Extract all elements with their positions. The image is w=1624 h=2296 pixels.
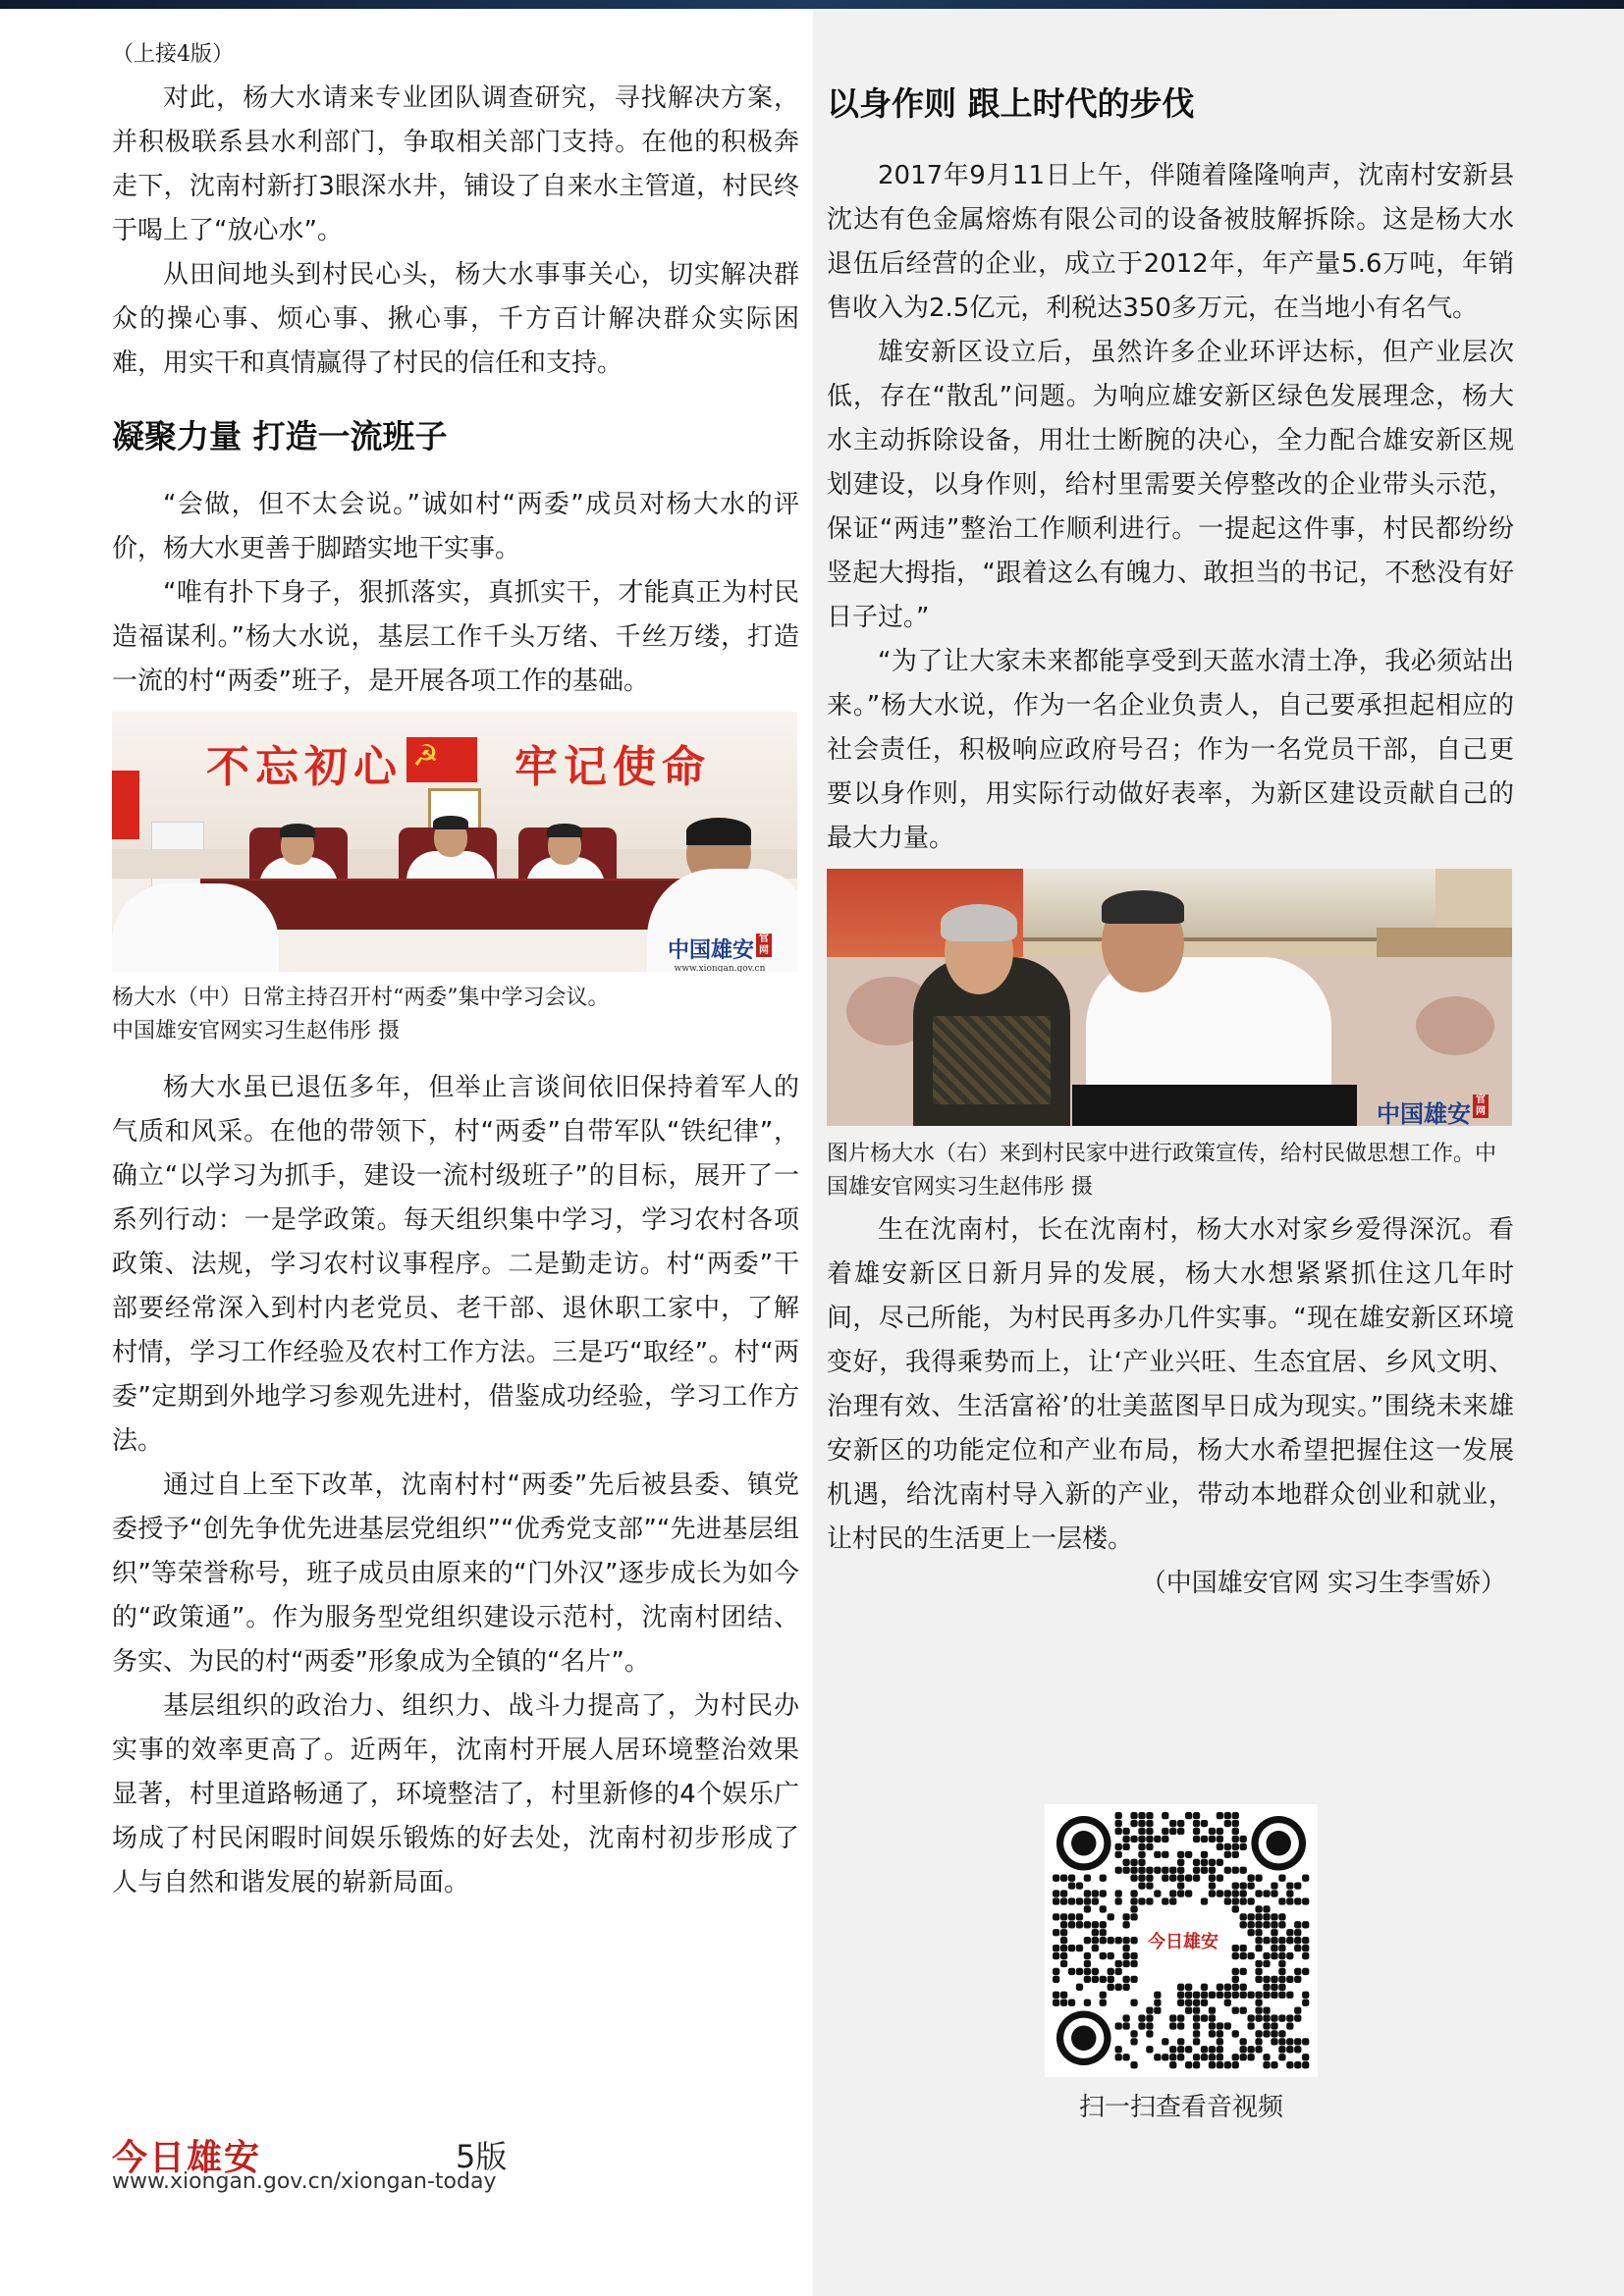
paragraph: “为了让大家未来都能享受到天蓝水清土净，我必须站出来。”杨大水说，作为一名企业负责人，自己要承担起相应的社会责任，积极响应政府号召；作为一名党员干部，自己更要以身作则，用实际行动做好表率，为新区建设贡献自己的最大力量。: [827, 647, 1514, 853]
qr-logo: 今日雄安: [1138, 1906, 1228, 1979]
paragraph: 从田间地头到村民心头，杨大水事事关心，切实解决群众的操心事、烦心事、揪心事，千方百计解决群众实际困难，用实干和真情赢得了村民的信任和支持。: [112, 260, 799, 378]
left-column: [112, 35, 799, 1905]
paragraph: “会做，但不太会说。”诚如村“两委”成员对杨大水的评价，杨大水更善于脚踏实地干实事。: [112, 490, 799, 563]
paragraph: 2017年9月11日上午，伴随着隆隆响声，沈南村安新县沈达有色金属熔炼有限公司的设备被肢解拆除。这是杨大水退伍后经营的企业，成立于2012年，年产量5.6万吨，年销售收入为2.5亿元，利税达350多万元，在当地小有名气。: [827, 161, 1514, 323]
photo-credit: 中国雄安官网实习生赵伟彤 摄: [112, 1019, 400, 1043]
paragraph: 基层组织的政治力、组织力、战斗力提高了，为村民办实事的效率更高了。近两年，沈南村开展人居环境整治效果显著，村里道路畅通了，环境整洁了，村里新修的4个娱乐广场成了村民闲暇时间娱乐锻炼的好去处，沈南村初步形成了人与自然和谐发展的崭新局面。: [112, 1691, 799, 1897]
page-number: 5版: [456, 2138, 508, 2175]
author-credit: （中国雄安官网 实习生李雪娇）: [1140, 1569, 1506, 1598]
continued-note: （上接4版）: [112, 42, 234, 67]
photo-home-visit: [827, 869, 1512, 1126]
paragraph: “唯有扑下身子，狠抓落实，真抓实干，才能真正为村民造福谋利。”杨大水说，基层工作千头万绪、千丝万缕，打造一流的村“两委”班子，是开展各项工作的基础。: [112, 578, 799, 696]
photo-caption: 图片杨大水（右）来到村民家中进行政策宣传，给村民做思想工作。中国雄安官网实习生赵伟彤 摄: [827, 1142, 1497, 1200]
section-heading: 凝聚力量 打造一流班子: [112, 417, 448, 455]
paragraph: 通过自上至下改革，沈南村村“两委”先后被县委、镇党委授予“创先争优先进基层党组织”“优秀党支部”“先进基层组织”等荣誉称号，班子成员由原来的“门外汉”逐步成长为如今的“政策通”。作为服务型党组织建设示范村，沈南村团结、务实、为民的村“两委”形象成为全镇的“名片”。: [112, 1470, 799, 1677]
photo-meeting: [112, 712, 797, 972]
paragraph: 杨大水虽已退伍多年，但举止言谈间依旧保持着军人的气质和风采。在他的带领下，村“两委”自带军队“铁纪律”，确立“以学习为抓手，建设一流村级班子”的目标，展开了一系列行动：一是学政策。每天组织集中学习，学习农村各项政策、法规，学习农村议事程序。二是勤走访。村“两委”干部要经常深入到村内老党员、老干部、退休职工家中，了解村情，学习工作经验及农村工作方法。三是巧“取经”。村“两委”定期到外地学习参观先进村，借鉴成功经验，学习工作方法。: [112, 1073, 799, 1456]
photo-watermark: 中国雄安 官网: [1377, 1095, 1489, 1126]
photo-slogan: 不忘初心 牢记使命: [206, 742, 711, 792]
qr-code[interactable]: [1045, 1804, 1318, 2077]
party-flag-icon: [406, 737, 477, 782]
footer-url[interactable]: www.xiongan.gov.cn/xiongan-today: [112, 2169, 497, 2194]
photo-caption: 杨大水（中）日常主持召开村“两委”集中学习会议。: [112, 986, 610, 1010]
top-accent-bar: [0, 0, 1624, 9]
qr-label: 扫一扫查看音视频: [1078, 2093, 1283, 2122]
right-column: [827, 79, 1514, 1606]
footer-logo: 今日雄安: [112, 2137, 262, 2178]
photo-watermark: 中国雄安 官网 www.xiongan.gov.cn: [668, 934, 772, 972]
paragraph: 对此，杨大水请来专业团队调查研究，寻找解决方案，并积极联系县水利部门，争取相关部门支持。在他的积极奔走下，沈南村新打3眼深水井，铺设了自来水主管道，村民终于喝上了“放心水”。: [112, 83, 799, 245]
paragraph: 雄安新区设立后，虽然许多企业环评达标，但产业层次低，存在“散乱”问题。为响应雄安新区绿色发展理念，杨大水主动拆除设备，用壮士断腕的决心，全力配合雄安新区规划建设，以身作则，给村里需要关停整改的企业带头示范，保证“两违”整治工作顺利进行。一提起这件事，村民都纷纷竖起大拇指，“跟着这么有魄力、敢担当的书记，不愁没有好日子过。”: [827, 338, 1514, 632]
paragraph: 生在沈南村，长在沈南村，杨大水对家乡爱得深沉。看着雄安新区日新月异的发展，杨大水想紧紧抓住这几年时间，尽己所能，为村民再多办几件实事。“现在雄安新区环境变好，我得乘势而上，让‘产业兴旺、生态宜居、乡风文明、治理有效、生活富裕’的壮美蓝图早日成为现实。”围绕未来雄安新区的功能定位和产业布局，杨大水希望把握住这一发展机遇，给沈南村导入新的产业，带动本地群众创业和就业，让村民的生活更上一层楼。: [827, 1215, 1514, 1554]
section-heading: 以身作则 跟上时代的步伐: [827, 84, 1195, 123]
